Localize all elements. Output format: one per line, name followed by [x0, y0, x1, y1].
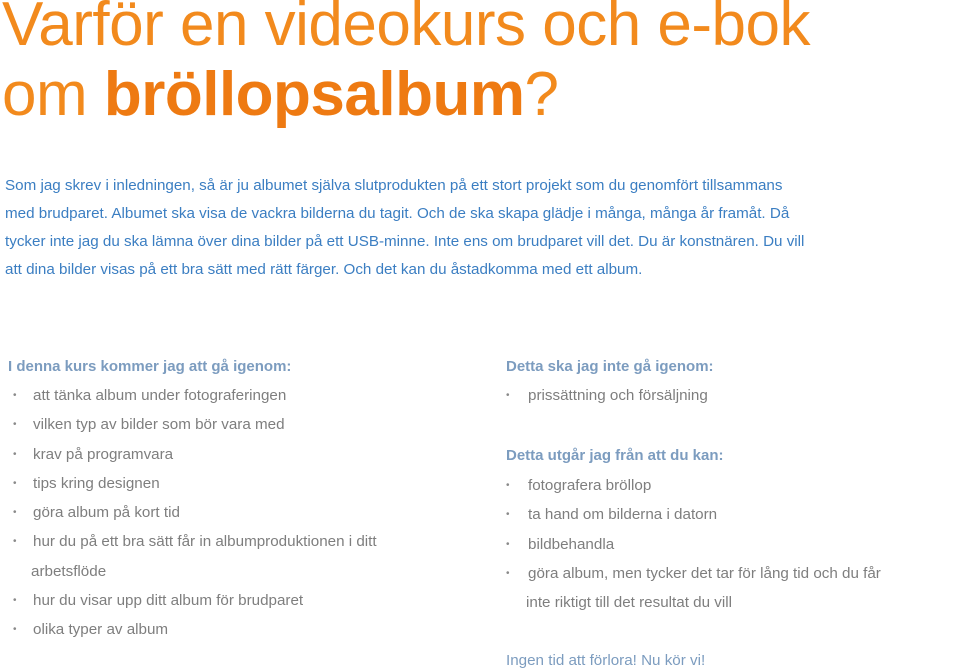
bullet-icon: • — [13, 536, 17, 548]
bullet-icon: • — [506, 538, 510, 550]
closing-line: Ingen tid att förlora! Nu kör vi! — [506, 652, 706, 669]
course-heading: I denna kurs kommer jag att gå igenom: — [8, 358, 292, 375]
list-item: • vilken typ av bilder som bör vara med — [33, 410, 377, 439]
bullet-icon: • — [506, 567, 510, 579]
bullet-icon: • — [13, 419, 17, 431]
list-item-continuation: arbetsflöde — [31, 562, 107, 580]
list-item: • prissättning och försäljning — [528, 381, 708, 410]
intro-line: med brudparet. Albumet ska visa de vackra bilderna du tagit. Och de ska skapa glädje i många, många år framåt. Då — [5, 205, 790, 222]
list-item: • göra album, men tycker det tar för lång tid och du får — [528, 559, 881, 588]
bullet-icon: • — [506, 509, 510, 521]
bullet-icon: • — [13, 507, 17, 519]
bullet-icon: • — [13, 390, 17, 401]
bullet-icon: • — [506, 480, 510, 491]
bullet-icon: • — [13, 624, 17, 636]
assumed-skills-list — [506, 471, 881, 617]
intro-line: Som jag skrev i inledningen, så är ju albumet själva slutprodukten på ett stort projekt som du genomfört tillsammans — [5, 177, 783, 194]
page-title — [2, 0, 810, 130]
list-item: • göra album på kort tid — [33, 498, 377, 527]
title-prefix: om — [2, 60, 104, 129]
intro-line: att dina bilder visas på ett bra sätt med rätt färger. Och det kan du åstadkomma med ett album. — [5, 261, 643, 278]
intro-line: tycker inte jag du ska lämna över dina bilder på ett USB-minne. Inte ens om brudparet vill det. Du är konstnären. Du vill — [5, 233, 805, 250]
title-highlight: bröllopsalbum — [103, 60, 525, 129]
list-item: • att tänka album under fotograferingen — [33, 381, 377, 410]
title-suffix: ? — [524, 60, 559, 129]
list-item: • hur du visar upp ditt album för brudparet — [33, 586, 377, 615]
list-item: • fotografera bröllop — [528, 471, 881, 500]
bullet-icon: • — [13, 477, 17, 489]
bullet-icon: • — [13, 595, 17, 607]
bullet-icon: • — [506, 390, 510, 401]
list-item: • krav på programvara — [33, 440, 377, 469]
list-item: • tips kring designen — [33, 469, 377, 498]
not-covered-heading: Detta ska jag inte gå igenom: — [506, 358, 714, 375]
list-item: • olika typer av album — [33, 615, 377, 644]
bullet-icon: • — [13, 448, 17, 460]
assumed-heading: Detta utgår jag från att du kan: — [506, 447, 724, 464]
not-covered-list — [506, 381, 708, 410]
intro-paragraph — [5, 172, 957, 284]
list-item: • hur du på ett bra sätt får in albumproduktionen i ditt — [33, 527, 377, 556]
title-line-2 — [2, 60, 810, 130]
course-topics-list — [13, 381, 377, 645]
list-item: • bildbehandla — [528, 530, 881, 559]
title-line-1: Varför en videokurs och e-bok — [2, 0, 810, 59]
list-item-continuation: inte riktigt till det resultat du vill — [526, 594, 732, 612]
list-item: • ta hand om bilderna i datorn — [528, 500, 881, 529]
